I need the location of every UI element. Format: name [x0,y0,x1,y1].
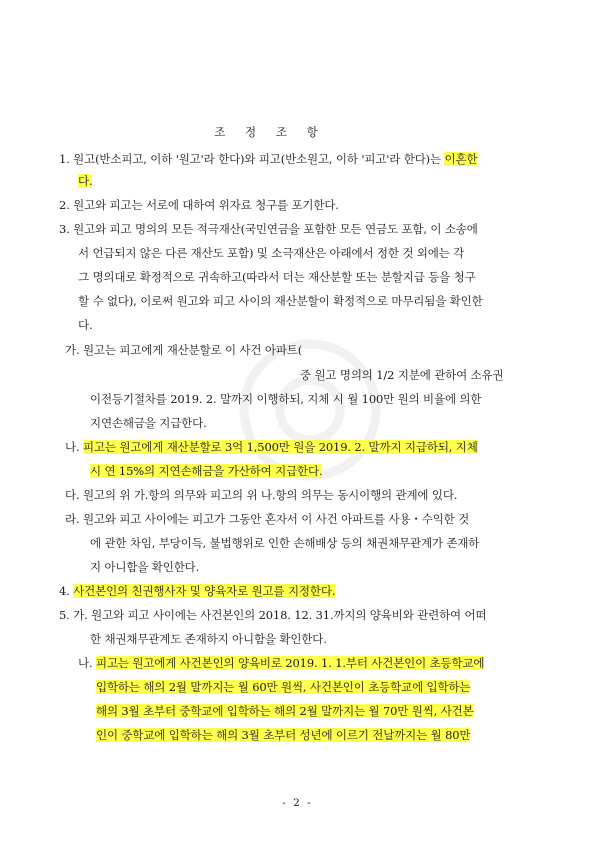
item-3-ra-line-3: 지 아니함을 확인한다. [90,560,200,574]
item-3-ga-line-2: 중 원고 명의의 1/2 지분에 관하여 소유권 [300,368,504,382]
item-3-ga-line-3: 이전등기절차를 2019. 2. 말까지 이행하되, 지체 시 월 100만 원의 비율에 의한 [90,392,482,406]
item-3-na-highlight-2: 시 연 15%의 지연손해금을 가산하여 지급한다. [90,464,323,478]
item-5-ga-line-2: 한 채권채무관계도 존재하지 아니함을 확인한다. [90,632,327,646]
item-3-na-line-2 [90,464,322,478]
item-1-highlight-end: 다. [78,174,93,188]
item-3-na-line-1 [65,440,478,454]
item-4-highlight: 사건본인의 친권행사자 및 양육자로 원고를 지정한다. [73,584,336,598]
item-5-na-line-2 [96,680,470,694]
item-3-line-1: 3. 원고와 피고 명의의 모든 적극재산(국민연금을 포함한 모든 연금도 포함, 이 소송에 [59,222,478,236]
item-5-na-highlight-3: 해의 3월 초부터 중학교에 입학하는 해의 2월 말까지는 월 70만 원씩, 사건본 [96,704,474,718]
item-5-na-highlight-4: 인이 중학교에 입학하는 해의 3월 초부터 성년에 이르기 전날까지는 월 80만 [96,728,471,742]
item-3-da: 다. 원고의 위 가.항의 의무와 피고의 위 나.항의 의무는 동시이행의 관계에 있다. [65,488,458,502]
item-5-na-line-4 [96,728,470,742]
court-seal-watermark-icon [235,335,385,485]
item-1-line-2 [78,174,92,188]
item-3-ga-line-4: 지연손해금을 지급한다. [90,416,207,430]
item-3-line-2: 서 언급되지 않은 다른 재산도 포함) 및 소극재산은 아래에서 정한 것 외에는 각 [78,246,465,260]
item-2: 2. 원고와 피고는 서로에 대하여 위자료 청구를 포기한다. [59,198,339,212]
item-1-highlight: 이혼한 [444,152,478,166]
item-3-na-highlight-1: 피고는 원고에게 재산분할로 3억 1,500만 원을 2019. 2. 말까지 지급하되, 지체 [82,440,478,454]
item-1-line-1 [59,152,477,166]
item-5-ga-line-1: 5. 가. 원고와 피고 사이에는 사건본인의 2018. 12. 31.까지의 양육비와 관련하여 어떠 [59,608,487,622]
item-3-ra-line-2: 에 관한 차임, 부당이득, 불법행위로 인한 손해배상 등의 채권채무관계가 존재하 [90,536,480,550]
page-number: - 2 - [282,797,313,809]
item-3-ga-line-1: 가. 원고는 피고에게 재산분할로 이 사건 아파트( [65,343,303,357]
item-5-na-line-3 [96,704,474,718]
item-3-na-prefix: 나. [65,440,83,454]
item-3-line-4: 할 수 없다), 이로써 원고와 피고 사이의 재산분할이 확정적으로 마무리됨을 확인한 [78,294,483,308]
item-5-na-prefix: 나. [78,656,96,670]
item-3-line-5: 다. [78,318,93,332]
item-3-line-3: 그 명의대로 확정적으로 귀속하고(따라서 더는 재산분할 또는 분할지급 등을 청구 [78,270,476,284]
item-4 [59,584,335,598]
item-4-prefix: 4. [59,584,74,598]
item-5-na-highlight-1: 피고는 원고에게 사건본인의 양육비로 2019. 1. 1.부터 사건본인이 초등학교에 [95,656,485,670]
item-5-na-line-1 [78,656,484,670]
document-title: 조 정 조 항 [214,125,326,139]
item-5-na-highlight-2: 입학하는 해의 2월 말까지는 월 60만 원씩, 사건본인이 초등학교에 입학하는 [96,680,471,694]
item-1-text: 1. 원고(반소피고, 이하 '원고'라 한다)와 피고(반소원고, 이하 '피고'라 한다)는 [59,152,445,166]
item-3-ra-line-1: 라. 원고와 피고 사이에는 피고가 그동안 혼자서 이 사건 아파트를 사용・수익한 것 [65,512,470,526]
